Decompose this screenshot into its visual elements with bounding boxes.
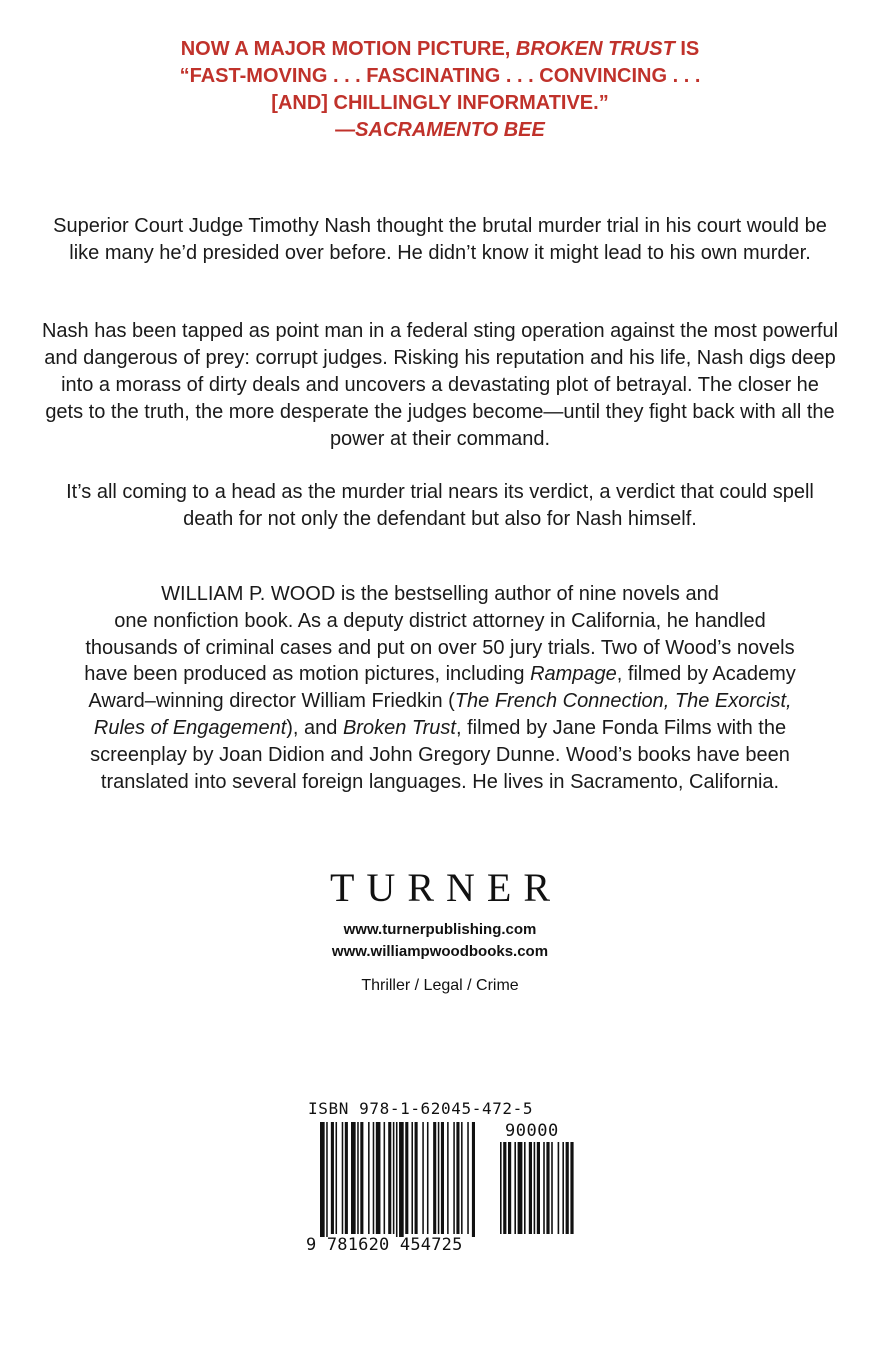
genre-label: Thriller / Legal / Crime: [361, 977, 519, 994]
barcode-bar: [388, 1122, 391, 1234]
bio-line: Rules of Engagement), and Broken Trust, filmed by Jane Fonda Films with the: [93, 716, 787, 739]
barcode-bar: [357, 1122, 359, 1234]
bio-line: thousands of criminal cases and put on over 50 jury trials. Two of Wood’s novels: [85, 636, 795, 659]
publisher-urls: [0, 919, 880, 963]
barcode-bar: [427, 1122, 429, 1234]
barcode-bar: [411, 1122, 413, 1234]
addon-bar: [534, 1142, 536, 1234]
addon-bar: [566, 1142, 569, 1234]
blurb-paragraph-3: It’s all coming to a head as the murder trial nears its verdict, a verdict that could spell death for not only the defendant but also for Nash himself.: [66, 481, 814, 530]
barcode-bar: [456, 1122, 459, 1234]
blurb-paragraph-1: Superior Court Judge Timothy Nash thought the brutal murder trial in his court would be like many he’d presided over before. He didn’t know it might lead to his own murder.: [53, 215, 827, 264]
quote-source: —SACRAMENTO BEE: [335, 119, 545, 141]
addon-bar: [524, 1142, 526, 1234]
author-bio: [40, 581, 840, 795]
barcode-bar: [441, 1122, 444, 1234]
quote-title: BROKEN TRUST: [515, 38, 675, 60]
ean-digits: 9 781620 454725: [306, 1235, 463, 1255]
bio-line: have been produced as motion pictures, including Rampage, filmed by Academy: [84, 663, 796, 686]
quote-line-1: NOW A MAJOR MOTION PICTURE, BROKEN TRUST IS: [180, 38, 700, 60]
barcode-bar: [360, 1122, 363, 1234]
bio-line: WILLIAM P. WOOD is the bestselling author of nine novels and: [161, 583, 719, 605]
barcode-bar: [393, 1122, 395, 1234]
barcode-bar: [396, 1122, 398, 1237]
blurb-paragraph-2: Nash has been tapped as point man in a federal sting operation against the most powerful and dangerous of prey: corrupt judges. Risking his reputation and his life, Nash digs deep into a morass of dirty deals and uncovers a devastating plot of betrayal. The closer he gets to the truth, the more desperate the judges become—until they fight back with all the power at their command.: [41, 320, 839, 450]
barcode-bar: [320, 1122, 325, 1237]
barcode-bar: [467, 1122, 469, 1234]
addon-bar: [537, 1142, 540, 1234]
publisher-logo: TURNER: [330, 865, 562, 910]
barcode-bar: [342, 1122, 344, 1234]
bio-line: one nonfiction book. As a deputy district attorney in California, he handled: [114, 609, 766, 632]
barcode-bar: [373, 1122, 375, 1234]
barcode-bar: [368, 1122, 370, 1234]
barcode-bar: [438, 1122, 440, 1234]
barcode-icon: [320, 1122, 580, 1237]
addon-bar: [514, 1142, 516, 1234]
barcode-bar: [472, 1122, 475, 1237]
quote-line-2: “FAST-MOVING . . . FASCINATING . . . CONVINCING . . .: [179, 65, 701, 87]
isbn-text: ISBN 978-1-62045-472-5: [308, 1099, 534, 1118]
bio-line: screenplay by Joan Didion and John Gregory Dunne. Wood’s books have been: [90, 743, 790, 766]
barcode-bar: [405, 1122, 408, 1234]
barcode-bar: [461, 1122, 463, 1234]
barcode-bar: [326, 1122, 328, 1237]
barcode-bar: [384, 1122, 386, 1234]
bio-line: translated into several foreign languages. He lives in Sacramento, California.: [100, 770, 780, 793]
addon-bar: [508, 1142, 511, 1234]
addon-bar: [551, 1142, 553, 1234]
barcode-bar: [422, 1122, 424, 1234]
author-url-link[interactable]: www.williampwoodbooks.com: [331, 943, 549, 960]
barcode-bar: [415, 1122, 418, 1234]
barcode-bar: [336, 1122, 338, 1234]
barcode-bar: [351, 1122, 356, 1234]
addon-bar: [503, 1142, 506, 1234]
addon-bar: [546, 1142, 549, 1234]
bio-line: Award–winning director William Friedkin (The French Connection, The Exorcist,: [88, 690, 792, 713]
barcode-bar: [345, 1122, 348, 1234]
barcode-bar: [376, 1122, 381, 1234]
barcode-bar: [433, 1122, 436, 1234]
review-quote: [40, 36, 840, 144]
addon-bar: [500, 1142, 502, 1234]
publisher-url-link[interactable]: www.turnerpublishing.com: [343, 921, 537, 938]
barcode-bar: [447, 1122, 449, 1234]
addon-bar: [529, 1142, 532, 1234]
addon-bar: [562, 1142, 564, 1234]
barcode-bar: [453, 1122, 455, 1234]
addon-bar: [570, 1142, 573, 1234]
quote-line-3: [AND] CHILLINGLY INFORMATIVE.”: [271, 92, 609, 114]
addon-bar: [543, 1142, 545, 1234]
barcode-bar: [331, 1122, 334, 1234]
barcode-bar: [399, 1122, 404, 1237]
price-addon-digits: 90000: [505, 1121, 559, 1141]
addon-bar: [518, 1142, 523, 1234]
addon-bar: [558, 1142, 560, 1234]
